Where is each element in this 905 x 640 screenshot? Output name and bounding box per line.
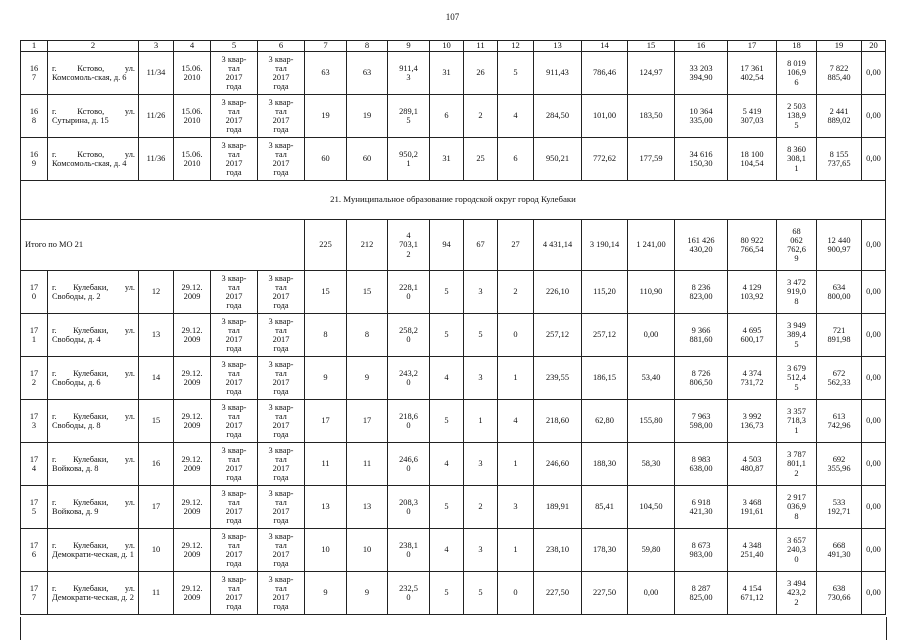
cell-c4: 29.12. 2009 — [174, 357, 211, 400]
cell-c13: 189,91 — [534, 486, 582, 529]
cell-c20: 0,00 — [862, 443, 886, 486]
row-number-cell: 17 1 — [21, 314, 48, 357]
cell-c12: 2 — [498, 271, 534, 314]
total-c19: 12 440 900,97 — [817, 220, 862, 271]
cell-c16: 6 918 421,30 — [675, 486, 728, 529]
cell-c16: 10 364 335,00 — [675, 95, 728, 138]
cell-c3: 11/26 — [139, 95, 174, 138]
table-row — [21, 529, 886, 572]
cell-c15: 104,50 — [628, 486, 675, 529]
cell-c11: 2 — [464, 95, 498, 138]
cell-c3: 15 — [139, 400, 174, 443]
cell-c11: 3 — [464, 271, 498, 314]
total-c17: 80 922 766,54 — [728, 220, 777, 271]
cell-c19: 2 441 889,02 — [817, 95, 862, 138]
cell-c3: 11 — [139, 572, 174, 615]
cell-c3: 10 — [139, 529, 174, 572]
cell-c5: 3 квар- тал 2017 года — [211, 400, 258, 443]
cell-c10: 5 — [430, 572, 464, 615]
total-c11: 67 — [464, 220, 498, 271]
address-cell: г. Кулебаки, ул. Демократи-ческая, д. 2 — [48, 572, 139, 615]
cell-c3: 13 — [139, 314, 174, 357]
cell-c20: 0,00 — [862, 271, 886, 314]
column-number-14: 14 — [582, 41, 628, 52]
cell-c5: 3 квар- тал 2017 года — [211, 443, 258, 486]
cell-c14: 227,50 — [582, 572, 628, 615]
cell-c6: 3 квар- тал 2017 года — [258, 572, 305, 615]
cell-c4: 15.06. 2010 — [174, 138, 211, 181]
cell-c13: 226,10 — [534, 271, 582, 314]
cell-c18: 3 494 423,2 2 — [777, 572, 817, 615]
cell-c14: 786,46 — [582, 52, 628, 95]
cell-c11: 3 — [464, 529, 498, 572]
cell-c8: 8 — [347, 314, 388, 357]
cell-c11: 25 — [464, 138, 498, 181]
table-body — [21, 41, 886, 615]
cell-c14: 186,15 — [582, 357, 628, 400]
cell-c4: 29.12. 2009 — [174, 529, 211, 572]
cell-c16: 7 963 598,00 — [675, 400, 728, 443]
cell-c5: 3 квар- тал 2017 года — [211, 52, 258, 95]
cell-c17: 5 419 307,03 — [728, 95, 777, 138]
cell-c19: 668 491,30 — [817, 529, 862, 572]
table-continuation — [20, 617, 887, 640]
column-number-2: 2 — [48, 41, 139, 52]
cell-c6: 3 квар- тал 2017 года — [258, 138, 305, 181]
cell-c6: 3 квар- тал 2017 года — [258, 95, 305, 138]
address-cell: г. Кулебаки, ул. Свободы, д. 2 — [48, 271, 139, 314]
address-cell: г. Кулебаки, ул. Свободы, д. 8 — [48, 400, 139, 443]
cell-c10: 31 — [430, 52, 464, 95]
cell-c13: 239,55 — [534, 357, 582, 400]
cell-c20: 0,00 — [862, 529, 886, 572]
cell-c18: 3 949 389,4 5 — [777, 314, 817, 357]
cell-c12: 1 — [498, 529, 534, 572]
cell-c12: 5 — [498, 52, 534, 95]
cell-c19: 692 355,96 — [817, 443, 862, 486]
table-row — [21, 314, 886, 357]
cell-c17: 17 361 402,54 — [728, 52, 777, 95]
total-c9: 4 703,1 2 — [388, 220, 430, 271]
cell-c4: 15.06. 2010 — [174, 95, 211, 138]
column-number-19: 19 — [817, 41, 862, 52]
column-number-1: 1 — [21, 41, 48, 52]
cell-c14: 772,62 — [582, 138, 628, 181]
column-number-17: 17 — [728, 41, 777, 52]
cell-c4: 29.12. 2009 — [174, 400, 211, 443]
total-c10: 94 — [430, 220, 464, 271]
cell-c15: 53,40 — [628, 357, 675, 400]
cell-c17: 4 503 480,87 — [728, 443, 777, 486]
cell-c14: 101,00 — [582, 95, 628, 138]
cell-c16: 33 203 394,90 — [675, 52, 728, 95]
cell-c10: 6 — [430, 95, 464, 138]
cell-c3: 17 — [139, 486, 174, 529]
cell-c5: 3 квар- тал 2017 года — [211, 529, 258, 572]
cell-c18: 2 917 036,9 8 — [777, 486, 817, 529]
cell-c13: 284,50 — [534, 95, 582, 138]
column-number-8: 8 — [347, 41, 388, 52]
cell-c19: 533 192,71 — [817, 486, 862, 529]
row-number-cell: 17 6 — [21, 529, 48, 572]
cell-c13: 238,10 — [534, 529, 582, 572]
cell-c7: 11 — [305, 443, 347, 486]
cell-c18: 3 787 801,1 2 — [777, 443, 817, 486]
cell-c8: 9 — [347, 357, 388, 400]
register-table — [20, 40, 886, 615]
cell-c17: 3 992 136,73 — [728, 400, 777, 443]
total-c14: 3 190,14 — [582, 220, 628, 271]
cell-c7: 63 — [305, 52, 347, 95]
cell-c13: 218,60 — [534, 400, 582, 443]
cell-c12: 3 — [498, 486, 534, 529]
cell-c10: 4 — [430, 357, 464, 400]
address-cell: г. Кулебаки, ул. Свободы, д. 6 — [48, 357, 139, 400]
cell-c9: 911,4 3 — [388, 52, 430, 95]
cell-c3: 12 — [139, 271, 174, 314]
cell-c10: 4 — [430, 443, 464, 486]
cell-c15: 0,00 — [628, 314, 675, 357]
cell-c20: 0,00 — [862, 486, 886, 529]
cell-c8: 17 — [347, 400, 388, 443]
cell-c9: 238,1 0 — [388, 529, 430, 572]
cell-c19: 613 742,96 — [817, 400, 862, 443]
cell-c12: 0 — [498, 572, 534, 615]
address-cell: г. Кстово, ул. Комсомоль-ская, д. 4 — [48, 138, 139, 181]
column-number-5: 5 — [211, 41, 258, 52]
address-cell: г. Кстово, ул. Комсомоль-ская, д. 6 — [48, 52, 139, 95]
cell-c4: 29.12. 2009 — [174, 443, 211, 486]
cell-c14: 178,30 — [582, 529, 628, 572]
cell-c17: 4 348 251,40 — [728, 529, 777, 572]
cell-c12: 1 — [498, 357, 534, 400]
column-number-6: 6 — [258, 41, 305, 52]
cell-c17: 4 129 103,92 — [728, 271, 777, 314]
cell-c9: 208,3 0 — [388, 486, 430, 529]
column-number-row — [21, 41, 886, 52]
cell-c18: 3 357 718,3 1 — [777, 400, 817, 443]
cell-c12: 4 — [498, 400, 534, 443]
cell-c13: 246,60 — [534, 443, 582, 486]
cell-c4: 29.12. 2009 — [174, 271, 211, 314]
cell-c15: 124,97 — [628, 52, 675, 95]
cell-c8: 10 — [347, 529, 388, 572]
cell-c4: 29.12. 2009 — [174, 486, 211, 529]
cell-c6: 3 квар- тал 2017 года — [258, 486, 305, 529]
cell-c7: 60 — [305, 138, 347, 181]
column-number-16: 16 — [675, 41, 728, 52]
cell-c15: 155,80 — [628, 400, 675, 443]
column-number-4: 4 — [174, 41, 211, 52]
cell-c19: 634 800,00 — [817, 271, 862, 314]
total-c18: 68 062 762,6 9 — [777, 220, 817, 271]
cell-c15: 58,30 — [628, 443, 675, 486]
cell-c13: 911,43 — [534, 52, 582, 95]
cell-c7: 19 — [305, 95, 347, 138]
total-c7: 225 — [305, 220, 347, 271]
cell-c6: 3 квар- тал 2017 года — [258, 400, 305, 443]
column-number-13: 13 — [534, 41, 582, 52]
cell-c20: 0,00 — [862, 400, 886, 443]
cell-c19: 8 155 737,65 — [817, 138, 862, 181]
cell-c18: 3 679 512,4 5 — [777, 357, 817, 400]
cell-c16: 9 366 881,60 — [675, 314, 728, 357]
cell-c20: 0,00 — [862, 138, 886, 181]
cell-c9: 218,6 0 — [388, 400, 430, 443]
cell-c12: 0 — [498, 314, 534, 357]
cell-c9: 232,5 0 — [388, 572, 430, 615]
cell-c17: 4 374 731,72 — [728, 357, 777, 400]
row-number-cell: 16 9 — [21, 138, 48, 181]
table-row — [21, 486, 886, 529]
cell-c14: 188,30 — [582, 443, 628, 486]
cell-c20: 0,00 — [862, 95, 886, 138]
cell-c5: 3 квар- тал 2017 года — [211, 314, 258, 357]
table-row — [21, 138, 886, 181]
cell-c11: 1 — [464, 400, 498, 443]
cell-c20: 0,00 — [862, 572, 886, 615]
cell-c9: 950,2 1 — [388, 138, 430, 181]
table-row — [21, 95, 886, 138]
cell-c15: 59,80 — [628, 529, 675, 572]
cell-c15: 177,59 — [628, 138, 675, 181]
total-row — [21, 220, 886, 271]
cell-c7: 10 — [305, 529, 347, 572]
cell-c20: 0,00 — [862, 314, 886, 357]
column-number-9: 9 — [388, 41, 430, 52]
total-c13: 4 431,14 — [534, 220, 582, 271]
cell-c6: 3 квар- тал 2017 года — [258, 357, 305, 400]
cell-c10: 5 — [430, 486, 464, 529]
cell-c18: 2 503 138,9 5 — [777, 95, 817, 138]
cell-c17: 4 695 600,17 — [728, 314, 777, 357]
cell-c9: 243,2 0 — [388, 357, 430, 400]
cell-c15: 183,50 — [628, 95, 675, 138]
cell-c16: 8 726 806,50 — [675, 357, 728, 400]
cell-c8: 9 — [347, 572, 388, 615]
cell-c11: 26 — [464, 52, 498, 95]
cell-c15: 0,00 — [628, 572, 675, 615]
cell-c11: 2 — [464, 486, 498, 529]
table-row — [21, 52, 886, 95]
cell-c6: 3 квар- тал 2017 года — [258, 443, 305, 486]
cell-c11: 5 — [464, 314, 498, 357]
address-cell: г. Кулебаки, ул. Свободы, д. 4 — [48, 314, 139, 357]
cell-c14: 115,20 — [582, 271, 628, 314]
address-cell: г. Кстово, ул. Сутырина, д. 15 — [48, 95, 139, 138]
row-number-cell: 17 2 — [21, 357, 48, 400]
cell-c8: 15 — [347, 271, 388, 314]
cell-c16: 34 616 150,30 — [675, 138, 728, 181]
cell-c18: 8 360 308,1 1 — [777, 138, 817, 181]
cell-c16: 8 287 825,00 — [675, 572, 728, 615]
column-number-3: 3 — [139, 41, 174, 52]
column-number-15: 15 — [628, 41, 675, 52]
cell-c9: 258,2 0 — [388, 314, 430, 357]
cell-c10: 5 — [430, 400, 464, 443]
cell-c8: 11 — [347, 443, 388, 486]
column-number-11: 11 — [464, 41, 498, 52]
cell-c18: 3 472 919,0 8 — [777, 271, 817, 314]
column-number-20: 20 — [862, 41, 886, 52]
total-c20: 0,00 — [862, 220, 886, 271]
cell-c20: 0,00 — [862, 357, 886, 400]
total-c16: 161 426 430,20 — [675, 220, 728, 271]
cell-c12: 6 — [498, 138, 534, 181]
cell-c10: 4 — [430, 529, 464, 572]
cell-c18: 8 019 106,9 6 — [777, 52, 817, 95]
cell-c7: 9 — [305, 357, 347, 400]
cell-c20: 0,00 — [862, 52, 886, 95]
cell-c19: 638 730,66 — [817, 572, 862, 615]
cell-c10: 5 — [430, 314, 464, 357]
row-number-cell: 17 7 — [21, 572, 48, 615]
cell-c7: 17 — [305, 400, 347, 443]
table-row — [21, 400, 886, 443]
cell-c14: 85,41 — [582, 486, 628, 529]
cell-c6: 3 квар- тал 2017 года — [258, 271, 305, 314]
cell-c3: 16 — [139, 443, 174, 486]
cell-c16: 8 983 638,00 — [675, 443, 728, 486]
cell-c13: 257,12 — [534, 314, 582, 357]
table-row — [21, 572, 886, 615]
row-number-cell: 17 5 — [21, 486, 48, 529]
column-number-12: 12 — [498, 41, 534, 52]
cell-c11: 3 — [464, 357, 498, 400]
municipality-title: 21. Муниципальное образование городской округ город Кулебаки — [21, 181, 886, 220]
column-number-18: 18 — [777, 41, 817, 52]
cell-c18: 3 657 240,3 0 — [777, 529, 817, 572]
cell-c9: 246,6 0 — [388, 443, 430, 486]
total-c12: 27 — [498, 220, 534, 271]
row-number-cell: 16 8 — [21, 95, 48, 138]
cell-c7: 13 — [305, 486, 347, 529]
cell-c16: 8 236 823,00 — [675, 271, 728, 314]
cell-c14: 257,12 — [582, 314, 628, 357]
row-number-cell: 17 0 — [21, 271, 48, 314]
address-cell: г. Кулебаки, ул. Войкова, д. 8 — [48, 443, 139, 486]
cell-c13: 950,21 — [534, 138, 582, 181]
cell-c3: 11/36 — [139, 138, 174, 181]
row-number-cell: 16 7 — [21, 52, 48, 95]
cell-c10: 5 — [430, 271, 464, 314]
cell-c13: 227,50 — [534, 572, 582, 615]
cell-c5: 3 квар- тал 2017 года — [211, 357, 258, 400]
row-number-cell: 17 4 — [21, 443, 48, 486]
cell-c6: 3 квар- тал 2017 года — [258, 314, 305, 357]
cell-c4: 15.06. 2010 — [174, 52, 211, 95]
total-label: Итого по МО 21 — [21, 220, 305, 271]
cell-c8: 63 — [347, 52, 388, 95]
cell-c3: 11/34 — [139, 52, 174, 95]
cell-c17: 4 154 671,12 — [728, 572, 777, 615]
total-c15: 1 241,00 — [628, 220, 675, 271]
cell-c5: 3 квар- тал 2017 года — [211, 486, 258, 529]
address-cell: г. Кулебаки, ул. Войкова, д. 9 — [48, 486, 139, 529]
cell-c6: 3 квар- тал 2017 года — [258, 52, 305, 95]
cell-c7: 15 — [305, 271, 347, 314]
cell-c8: 13 — [347, 486, 388, 529]
cell-c7: 9 — [305, 572, 347, 615]
cell-c8: 60 — [347, 138, 388, 181]
address-cell: г. Кулебаки, ул. Демократи-ческая, д. 1 — [48, 529, 139, 572]
cell-c7: 8 — [305, 314, 347, 357]
cell-c4: 29.12. 2009 — [174, 572, 211, 615]
cell-c12: 1 — [498, 443, 534, 486]
cell-c9: 289,1 5 — [388, 95, 430, 138]
cell-c11: 3 — [464, 443, 498, 486]
cell-c9: 228,1 0 — [388, 271, 430, 314]
cell-c19: 721 891,98 — [817, 314, 862, 357]
cell-c17: 18 100 104,54 — [728, 138, 777, 181]
cell-c5: 3 квар- тал 2017 года — [211, 138, 258, 181]
cell-c16: 8 673 983,00 — [675, 529, 728, 572]
page-number: 107 — [445, 12, 460, 22]
cell-c5: 3 квар- тал 2017 года — [211, 271, 258, 314]
cell-c6: 3 квар- тал 2017 года — [258, 529, 305, 572]
municipality-row — [21, 181, 886, 220]
cell-c5: 3 квар- тал 2017 года — [211, 572, 258, 615]
cell-c17: 3 468 191,61 — [728, 486, 777, 529]
cell-c12: 4 — [498, 95, 534, 138]
column-number-7: 7 — [305, 41, 347, 52]
cell-c5: 3 квар- тал 2017 года — [211, 95, 258, 138]
cell-c10: 31 — [430, 138, 464, 181]
cell-c8: 19 — [347, 95, 388, 138]
cell-c19: 672 562,33 — [817, 357, 862, 400]
table-row — [21, 357, 886, 400]
row-number-cell: 17 3 — [21, 400, 48, 443]
column-number-10: 10 — [430, 41, 464, 52]
cell-c4: 29.12. 2009 — [174, 314, 211, 357]
cell-c15: 110,90 — [628, 271, 675, 314]
total-c8: 212 — [347, 220, 388, 271]
table-row — [21, 271, 886, 314]
cell-c14: 62,80 — [582, 400, 628, 443]
cell-c19: 7 822 885,40 — [817, 52, 862, 95]
table-row — [21, 443, 886, 486]
cell-c11: 5 — [464, 572, 498, 615]
cell-c3: 14 — [139, 357, 174, 400]
